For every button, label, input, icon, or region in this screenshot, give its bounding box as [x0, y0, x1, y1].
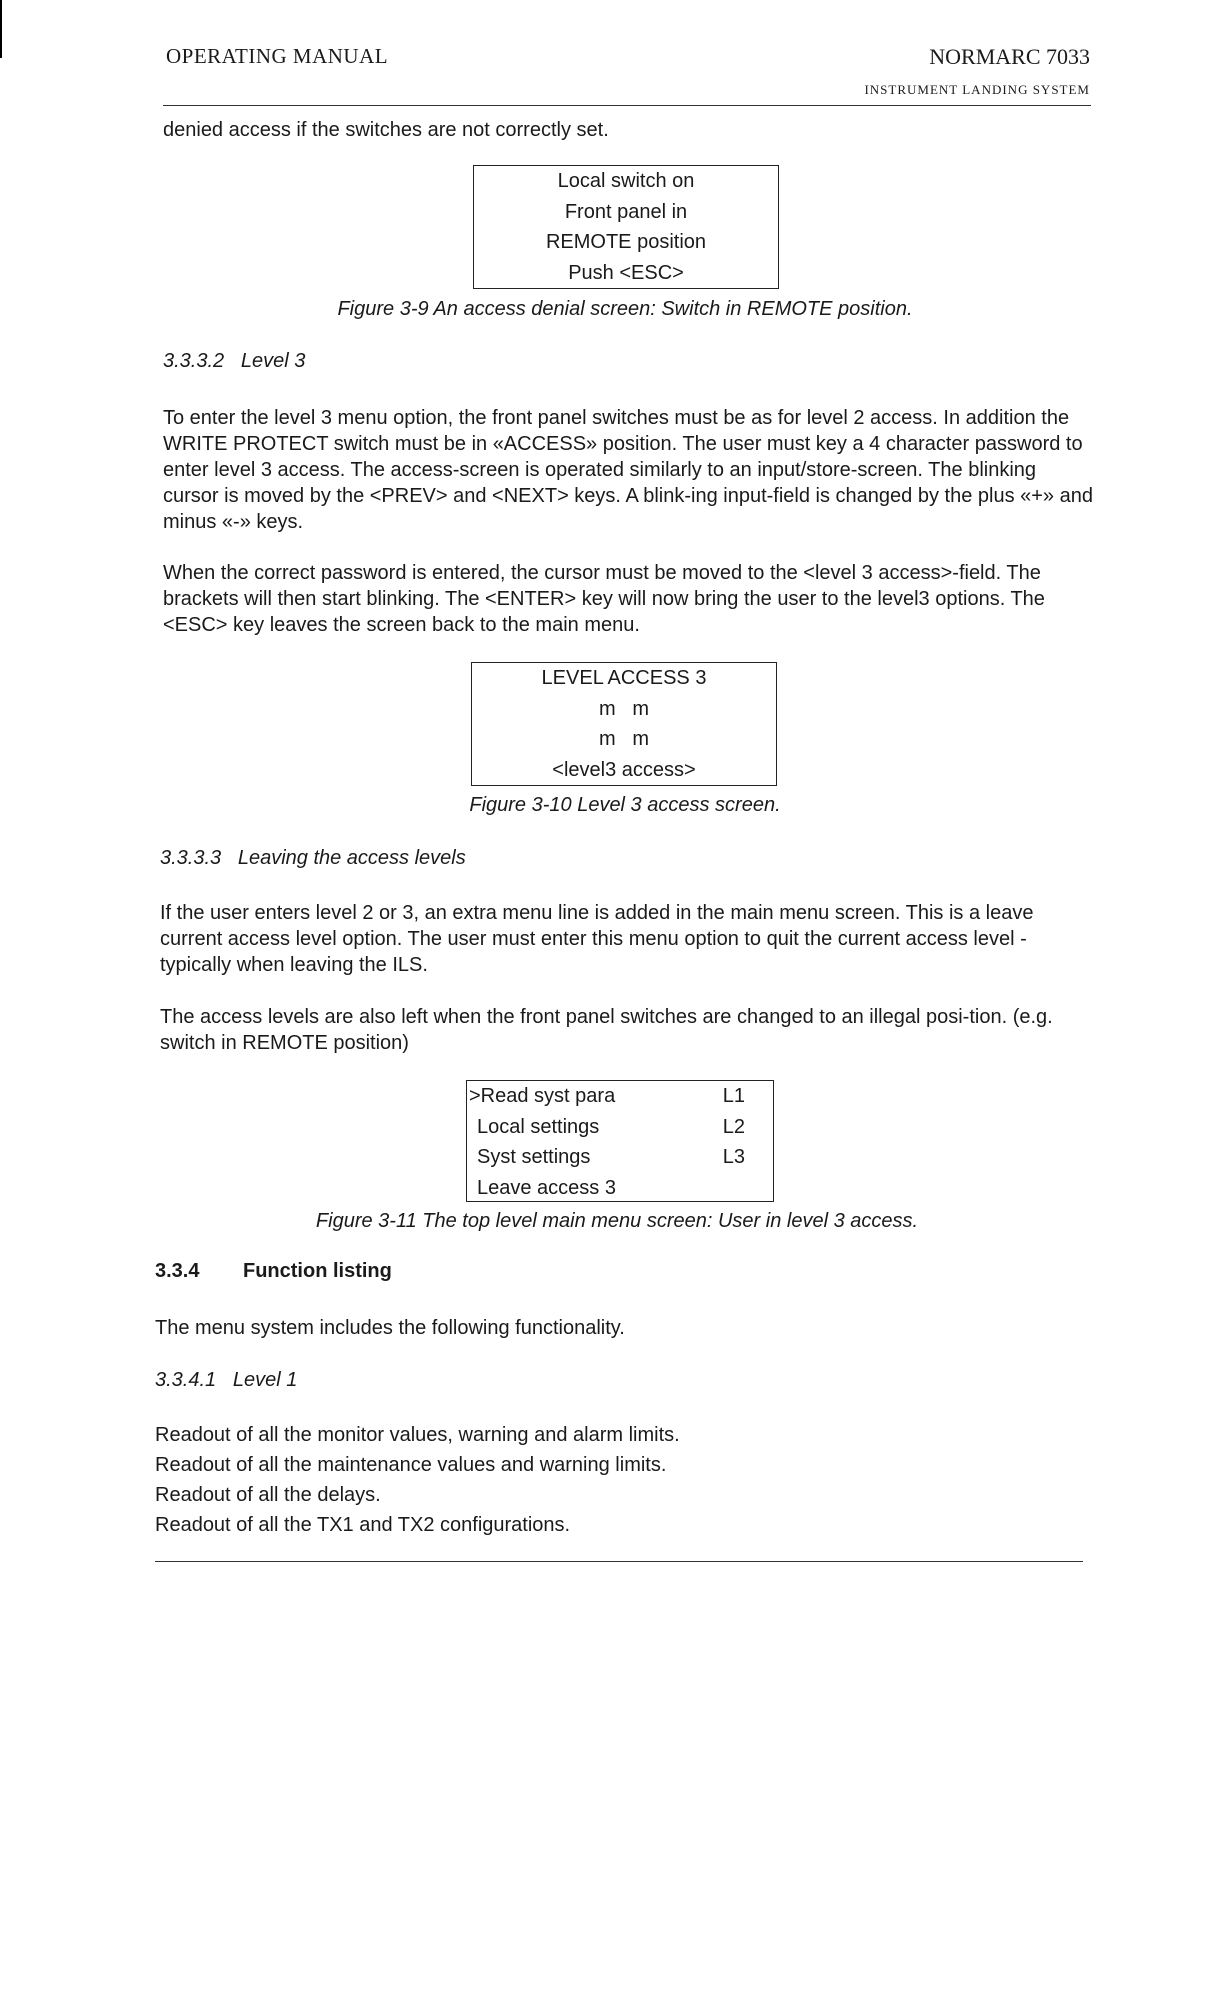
screen-line: Local switch on — [557, 170, 695, 192]
intro-line: denied access if the switches are not correctly set. — [163, 119, 609, 141]
paragraph: To enter the level 3 menu option, the front panel switches must be as for level 2 access. In addition the WRITE PROTECT switch must be in «ACCESS» position. The user must key a 4 character password to enter level 3 access. The access-screen is operated similarly to an input/store-screen. The blinking cursor is moved by the <PREV> and <NEXT> keys. A blink-ing input-field is changed by the plus «+» and minus «-» keys. — [163, 407, 1093, 533]
screen-line: LEVEL ACCESS 3 — [541, 667, 707, 689]
figure-caption: Figure 3-11 The top level main menu screen: User in level 3 access. — [315, 1210, 919, 1232]
list-item: Readout of all the monitor values, warning and alarm limits. — [155, 1424, 680, 1446]
screen-line: REMOTE position — [545, 231, 707, 253]
paragraph: When the correct password is entered, the cursor must be moved to the <level 3 access>-field. The brackets will then start blinking. The <ENTER> key will now bring the user to the level3 options. The <ESC> key leaves the screen back to the main menu. — [163, 562, 1045, 636]
screen-line: m m — [599, 697, 649, 720]
section-number: 3.3.4 — [155, 1260, 200, 1282]
page-edge-mark — [0, 0, 2, 58]
menu-row-label: Syst settings — [477, 1146, 591, 1168]
access-denial-screen — [473, 165, 779, 289]
menu-row-level: L3 — [722, 1146, 745, 1168]
paragraph: The menu system includes the following functionality. — [155, 1317, 625, 1339]
screen-line: Front panel in — [564, 200, 688, 223]
screen-line: m m — [599, 728, 649, 750]
level-access-screen — [471, 662, 777, 786]
section-heading: 3.3.4.1 Level 1 — [155, 1369, 298, 1391]
figure-caption: Figure 3-9 An access denial screen: Switch in REMOTE position. — [337, 298, 913, 320]
menu-row-level: L2 — [722, 1115, 745, 1138]
section-heading-bold — [155, 1260, 392, 1283]
header-product-name: NORMARC 7033 — [929, 44, 1090, 69]
menu-row — [467, 1112, 773, 1143]
screen-line: <level3 access> — [552, 758, 696, 781]
header-product-subtitle: INSTRUMENT LANDING SYSTEM — [864, 82, 1090, 97]
menu-row-label: Local settings — [477, 1115, 600, 1138]
menu-row-label: Leave access 3 — [477, 1176, 616, 1199]
section-heading: 3.3.3.3 Leaving the access levels — [160, 847, 466, 869]
figure-caption: Figure 3-10 Level 3 access screen. — [469, 794, 781, 816]
footer-rule — [155, 1561, 1083, 1562]
section-heading: 3.3.3.2 Level 3 — [163, 350, 306, 372]
paragraph: The access levels are also left when the front panel switches are changed to an illegal posi-tion. (e.g. switch in REMOTE position) — [160, 1006, 1053, 1054]
menu-row — [467, 1081, 773, 1112]
list-item: Readout of all the TX1 and TX2 configurations. — [155, 1514, 571, 1536]
section-title: Function listing — [243, 1260, 392, 1282]
main-menu-screen — [466, 1080, 774, 1202]
header-manual-title: OPERATING MANUAL — [166, 44, 389, 68]
paragraph: If the user enters level 2 or 3, an extra menu line is added in the main menu screen. This is a leave current access level option. The user must enter this menu option to quit the current access level - typically when leaving the ILS. — [160, 902, 1034, 976]
menu-row-level: L1 — [722, 1085, 745, 1107]
menu-row — [467, 1173, 773, 1204]
list-item: Readout of all the delays. — [155, 1484, 381, 1506]
menu-row — [467, 1142, 773, 1173]
menu-row-label: >Read syst para — [469, 1085, 616, 1107]
list-item: Readout of all the maintenance values and warning limits. — [155, 1454, 667, 1476]
function-list — [155, 1420, 680, 1540]
header-rule — [163, 105, 1091, 106]
screen-line: Push <ESC> — [568, 261, 684, 284]
